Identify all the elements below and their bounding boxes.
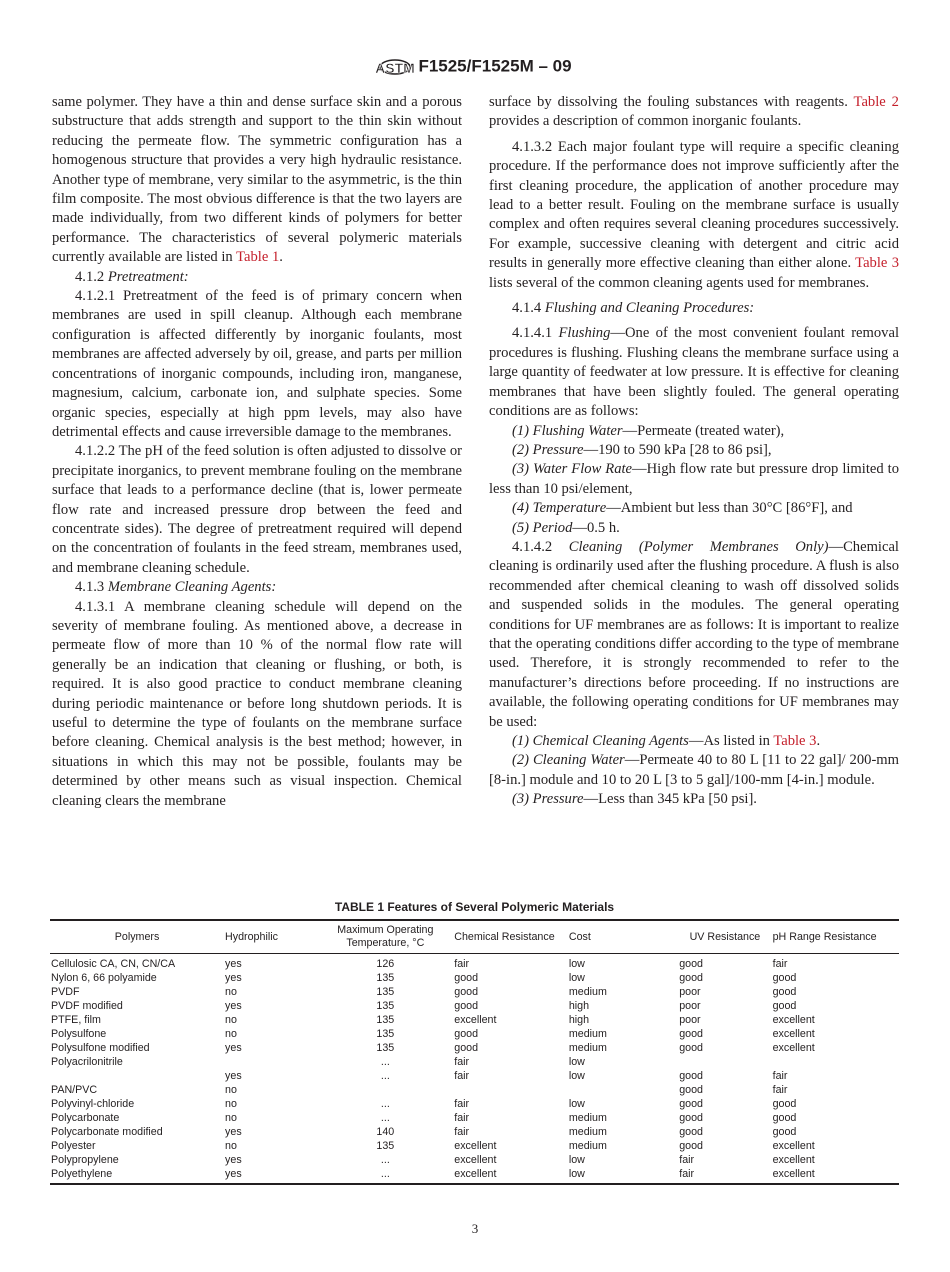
- table-cell: Polyethylene: [51, 1168, 113, 1180]
- table-cell: excellent: [772, 1028, 815, 1040]
- column-header: Maximum Operating Temperature, °C: [317, 920, 453, 954]
- table-cell: fair: [679, 1168, 695, 1180]
- text-run: 4.1.2.1 Pretreatment of the feed is of primary concern when membranes are used in spill cleanup. Although each membrane configuration is affected differently by inorganic foulants, most membranes are affected adversely by oil, grease, and parts per million concentrations of inorganic compounds, including iron, manganese, magnesium, calcium, carbonate ion, and sulphate species. Some organic species, especially at high ppm levels, may also have detrimental effects and cause irreversible damage to the membranes.: [52, 288, 462, 440]
- italic-heading: (3) Water Flow Rate: [512, 461, 633, 478]
- table-cell: medium: [568, 1140, 607, 1152]
- table-cell: ...: [380, 1056, 390, 1068]
- table-cell: excellent: [772, 1042, 815, 1054]
- table-cell: yes: [225, 958, 242, 970]
- table-cell: low: [568, 972, 585, 984]
- table-row: [50, 1111, 899, 1125]
- table-cell: fair: [454, 1070, 470, 1082]
- text-run: .: [816, 733, 821, 749]
- table-row: [50, 1167, 899, 1184]
- table-cell: ...: [380, 1168, 390, 1180]
- text-run: surface by dissolving the fouling substances with reagents.: [489, 94, 854, 110]
- paragraph: [489, 324, 899, 421]
- table-cell: fair: [454, 1098, 470, 1110]
- table-cell: high: [568, 1014, 590, 1026]
- table-cell: yes: [225, 1154, 242, 1166]
- table-cell: 126: [376, 958, 395, 970]
- table-cell: good: [772, 1126, 797, 1138]
- table-cell: [772, 1055, 899, 1069]
- table-reference-link[interactable]: Table 3: [773, 733, 817, 749]
- paragraph: [52, 268, 462, 287]
- table-cell: good: [679, 1042, 703, 1054]
- table-row: [50, 1097, 899, 1111]
- table-cell: 135: [376, 1000, 395, 1012]
- table-cell: [678, 1055, 771, 1069]
- table-cell: no: [225, 986, 237, 998]
- table-row: [50, 971, 899, 985]
- table-cell: [317, 1083, 453, 1097]
- text-run: 4.1.4: [512, 300, 545, 317]
- table-cell: good: [679, 1070, 703, 1082]
- italic-heading: (2) Pressure: [512, 441, 584, 458]
- table-reference-link[interactable]: Table 3: [855, 255, 899, 272]
- table-cell: PTFE, film: [51, 1014, 101, 1026]
- text-run: —Permeate 40 to 80 L [11 to 22 gal]/ 200-mm [8-in.] module and 10 to 20 L [3 to 5 gal]/100-mm [4-in.] module.: [489, 752, 900, 788]
- table-cell: good: [772, 1112, 797, 1124]
- table-cell: excellent: [772, 1168, 815, 1180]
- table-row: [50, 1041, 899, 1055]
- table-cell: good: [454, 1042, 479, 1054]
- italic-heading: (1) Flushing Water: [512, 422, 623, 439]
- table-cell: medium: [568, 1126, 607, 1138]
- text-run: 4.1.4.1: [512, 325, 559, 342]
- italic-heading: (4) Temperature: [512, 500, 607, 517]
- paragraph: [52, 287, 462, 442]
- table-row: [50, 1125, 899, 1139]
- italic-heading: Cleaning (Polymer Membranes Only): [568, 538, 829, 555]
- text-run: —As listed in: [688, 733, 774, 749]
- table-cell: good: [772, 986, 797, 998]
- paragraph: [489, 441, 899, 460]
- table-cell: 135: [376, 986, 395, 998]
- table-row: [50, 1055, 899, 1069]
- table-row: [50, 1083, 899, 1097]
- table-cell: fair: [454, 958, 470, 970]
- page-header: [0, 54, 950, 80]
- table-cell: excellent: [454, 1140, 497, 1152]
- text-run: 4.1.4.2: [512, 538, 569, 555]
- table-cell: no: [225, 1028, 237, 1040]
- table-cell: yes: [225, 1126, 242, 1138]
- table-cell: PVDF: [51, 986, 80, 998]
- table-cell: 135: [376, 1014, 395, 1026]
- table-cell: high: [568, 1000, 590, 1012]
- table-cell: fair: [772, 1084, 788, 1096]
- table-cell: yes: [225, 972, 242, 984]
- column-header: pH Range Resistance: [772, 920, 899, 954]
- table-cell: Polyacrilonitrile: [51, 1056, 123, 1068]
- table-row: [50, 954, 899, 972]
- table-cell: fair: [772, 1070, 788, 1082]
- page-number: 3: [471, 1221, 479, 1236]
- table-cell: no: [225, 1112, 237, 1124]
- table-cell: good: [772, 1098, 797, 1110]
- table-cell: good: [679, 958, 703, 970]
- table-cell: excellent: [454, 1154, 497, 1166]
- text-run: —Chemical cleaning is ordinarily used after the flushing procedure. A flush is also recommended after chemical cleaning to wash off dissolved solids and suspended solids in the modules. The general operating conditions for UF membranes are as follows: It is important to realize that the operating conditions differ according to the type of membrane used. Therefore, it is strongly recommended to refer to the manufacturer’s directions before proceeding. If no instructions are available, the following operating conditions for UF membranes may be used:: [489, 538, 899, 730]
- table-cell: Polycarbonate: [51, 1112, 120, 1124]
- table-cell: Polycarbonate modified: [51, 1126, 163, 1138]
- text-run: —Ambient but less than 30°C [86°F], and: [606, 500, 853, 517]
- table-cell: no: [225, 1014, 237, 1026]
- table-cell: low: [568, 1154, 585, 1166]
- table-cell: Polysulfone: [51, 1028, 107, 1040]
- paragraph: [489, 732, 899, 751]
- table-cell: good: [679, 1126, 703, 1138]
- table-cell: 140: [376, 1126, 395, 1138]
- paragraph: [52, 442, 462, 578]
- table-cell: 135: [376, 1028, 395, 1040]
- paragraph: [489, 93, 899, 132]
- text-run: provides a description of common inorganic foulants.: [489, 113, 802, 130]
- paragraph: [489, 751, 899, 790]
- table-cell: good: [454, 1000, 479, 1012]
- astm-logo-icon: [375, 54, 416, 80]
- text-run: 4.1.3.2 Each major foulant type will require a specific cleaning procedure. If the performance does not improve sufficiently after the first cleaning procedure, the application of another procedure may lead to a better result. Fouling on the membrane surface is usually complex and often requires several cleaning procedures successively. For example, successive cleaning with detergent and citric acid results in generally more effective cleaning than either alone.: [489, 138, 899, 272]
- text-run: —One of the most convenient foulant removal procedures is flushing. Flushing cleans the membrane surface using a large quantity of feedwater at low pressure. It is effective for cleaning membranes that have been slightly fouled. The general operating conditions are as follows:: [489, 325, 900, 420]
- table-cell: fair: [679, 1154, 695, 1166]
- polymer-features-table: [50, 919, 899, 1185]
- paragraph: [52, 93, 462, 268]
- table-cell: fair: [772, 958, 788, 970]
- text-run: 4.1.2: [75, 268, 108, 285]
- table-row: [50, 1013, 899, 1027]
- table-row: [50, 985, 899, 999]
- table-cell: good: [679, 1112, 703, 1124]
- table-row: [50, 1069, 899, 1083]
- table-cell: good: [679, 1140, 703, 1152]
- column-header: Polymers: [50, 920, 224, 954]
- column-header: Hydrophilic: [224, 920, 317, 954]
- table-cell: Polypropylene: [51, 1154, 119, 1166]
- italic-heading: (3) Pressure: [512, 791, 584, 808]
- table-cell: yes: [225, 1000, 242, 1012]
- table-cell: yes: [225, 1070, 242, 1082]
- paragraph: [489, 460, 899, 499]
- table-cell: medium: [568, 1112, 607, 1124]
- paragraph: [489, 790, 899, 809]
- table-cell: Cellulosic CA, CN, CN/CA: [51, 958, 176, 970]
- table-row: [50, 1139, 899, 1153]
- table-cell: 135: [376, 972, 395, 984]
- paragraph: [52, 598, 462, 811]
- italic-heading: (5) Period: [512, 519, 573, 536]
- table-cell: low: [568, 1098, 585, 1110]
- table-cell: fair: [454, 1126, 470, 1138]
- table-cell: Nylon 6, 66 polyamide: [51, 972, 157, 984]
- left-column: [52, 93, 462, 811]
- table-cell: good: [679, 972, 703, 984]
- column-header: UV Resistance: [678, 920, 771, 954]
- table-header-row: [50, 920, 899, 954]
- text-run: 4.1.3.1 A membrane cleaning schedule will depend on the severity of membrane fouling. As mentioned above, a decrease in permeate flow of more than 10 % of the normal flow rate will generally be an indication that cleaning or flushing, or both, is required. It is also good practice to conduct membrane cleaning during periodic maintenance or before long shutdown periods. It is useful to determine the type of foulants on the membrane surface before cleaning. Chemical analysis is the best method; however, in situations in which this may not be possible, foulants may be determined by other means such as visual inspection. Chemical cleaning clears the membrane: [52, 598, 462, 809]
- text-run: —High flow rate but pressure drop limited to less than 10 psi/element,: [489, 461, 900, 497]
- table-cell: no: [225, 1098, 237, 1110]
- table-cell: excellent: [454, 1168, 497, 1180]
- italic-heading: Membrane Cleaning Agents:: [107, 579, 277, 596]
- table-cell: excellent: [454, 1014, 497, 1026]
- paragraph: [489, 519, 899, 538]
- text-run: —0.5 h.: [572, 519, 620, 536]
- table-cell: 135: [376, 1140, 395, 1152]
- svg-text:ASTM: ASTM: [375, 60, 416, 76]
- paragraph: [489, 138, 899, 293]
- table-cell: [224, 1055, 317, 1069]
- table-cell: poor: [679, 986, 701, 998]
- table-cell: excellent: [772, 1140, 815, 1152]
- table-cell: fair: [454, 1056, 470, 1068]
- table-cell: medium: [568, 1028, 607, 1040]
- table-cell: PAN/PVC: [51, 1084, 98, 1096]
- text-run: 4.1.2.2 The pH of the feed solution is often adjusted to dissolve or precipitate inorganics, to prevent membrane fouling on the membrane surface that leads to a performance decline (that is, lower permeate flow rate and increased pressure drop between the feed and concentrate sides). The degree of pretreatment required will depend on the concentration of foulants in the feed stream, membranes used, and membrane cleaning schedule.: [52, 443, 462, 576]
- table-cell: low: [568, 1070, 585, 1082]
- table-cell: Polyvinyl-chloride: [51, 1098, 135, 1110]
- table-cell: good: [454, 972, 479, 984]
- table-caption: TABLE 1 Features of Several Polymeric Materials: [334, 900, 615, 914]
- column-header: Cost: [568, 920, 678, 954]
- table-reference-link[interactable]: Table 2: [853, 94, 899, 110]
- table-cell: good: [679, 1028, 703, 1040]
- text-run: —Permeate (treated water),: [622, 422, 785, 439]
- paragraph: [489, 299, 899, 318]
- table-cell: low: [568, 1056, 585, 1068]
- table-cell: [568, 1083, 678, 1097]
- table-cell: poor: [679, 1000, 701, 1012]
- italic-heading: Flushing: [558, 325, 611, 342]
- text-run: —Less than 345 kPa [50 psi].: [583, 791, 757, 808]
- table-cell: yes: [225, 1168, 242, 1180]
- table-cell: ...: [380, 1098, 390, 1110]
- table-cell: fair: [454, 1112, 470, 1124]
- table-cell: yes: [225, 1042, 242, 1054]
- table-cell: no: [225, 1084, 237, 1096]
- table-cell: good: [772, 1000, 797, 1012]
- table-row: [50, 999, 899, 1013]
- table-cell: Polysulfone modified: [51, 1042, 150, 1054]
- table-cell: good: [679, 1098, 703, 1110]
- table-cell: good: [454, 986, 479, 998]
- table-cell: medium: [568, 1042, 607, 1054]
- text-run: 4.1.3: [75, 579, 108, 596]
- italic-heading: (2) Cleaning Water: [512, 752, 625, 769]
- table-cell: excellent: [772, 1014, 815, 1026]
- table-cell: ...: [380, 1154, 390, 1166]
- table-cell: PVDF modified: [51, 1000, 123, 1012]
- table-cell: 135: [376, 1042, 395, 1054]
- text-run: —190 to 590 kPa [28 to 86 psi],: [583, 441, 772, 458]
- text-run: lists several of the common cleaning agents used for membranes.: [489, 274, 870, 291]
- table-cell: medium: [568, 986, 607, 998]
- table-cell: low: [568, 1168, 585, 1180]
- table-cell: low: [568, 958, 585, 970]
- table-cell: ...: [380, 1070, 390, 1082]
- table-cell: Polyester: [51, 1140, 96, 1152]
- table-cell: no: [225, 1140, 237, 1152]
- table-cell: good: [772, 972, 797, 984]
- right-column: [489, 93, 899, 810]
- paragraph: [52, 578, 462, 597]
- table-cell: [50, 1069, 224, 1083]
- paragraph: [489, 422, 899, 441]
- table-cell: excellent: [772, 1154, 815, 1166]
- table-cell: [453, 1083, 568, 1097]
- paragraph: [489, 499, 899, 518]
- text-run: same polymer. They have a thin and dense surface skin and a porous substructure that adds strength and support to the thin skin without reducing the permeate flow. The symmetric configuration has a homogenous structure that provides a very high hydraulic resistance. Another type of membrane, very similar to the asymmetric, is the thin film composite. The most obvious difference is that the two layers are made individually, from two different kinds of polymers for better performance. The characteristics of several polymeric materials currently available are listed in: [52, 94, 462, 266]
- paragraph: [489, 538, 899, 732]
- table-cell: poor: [679, 1014, 701, 1026]
- document-designation: F1525/F1525M – 09: [418, 56, 572, 76]
- column-header: Chemical Resistance: [453, 920, 568, 954]
- italic-heading: Flushing and Cleaning Procedures:: [544, 300, 755, 317]
- table-row: [50, 1153, 899, 1167]
- italic-heading: Pretreatment:: [107, 268, 189, 285]
- table-1: [50, 900, 899, 1185]
- table-cell: good: [454, 1028, 479, 1040]
- italic-heading: (1) Chemical Cleaning Agents: [512, 733, 689, 749]
- table-cell: good: [679, 1084, 703, 1096]
- text-run: .: [279, 249, 283, 266]
- table-reference-link[interactable]: Table 1: [236, 249, 280, 266]
- table-row: [50, 1027, 899, 1041]
- table-cell: ...: [380, 1112, 390, 1124]
